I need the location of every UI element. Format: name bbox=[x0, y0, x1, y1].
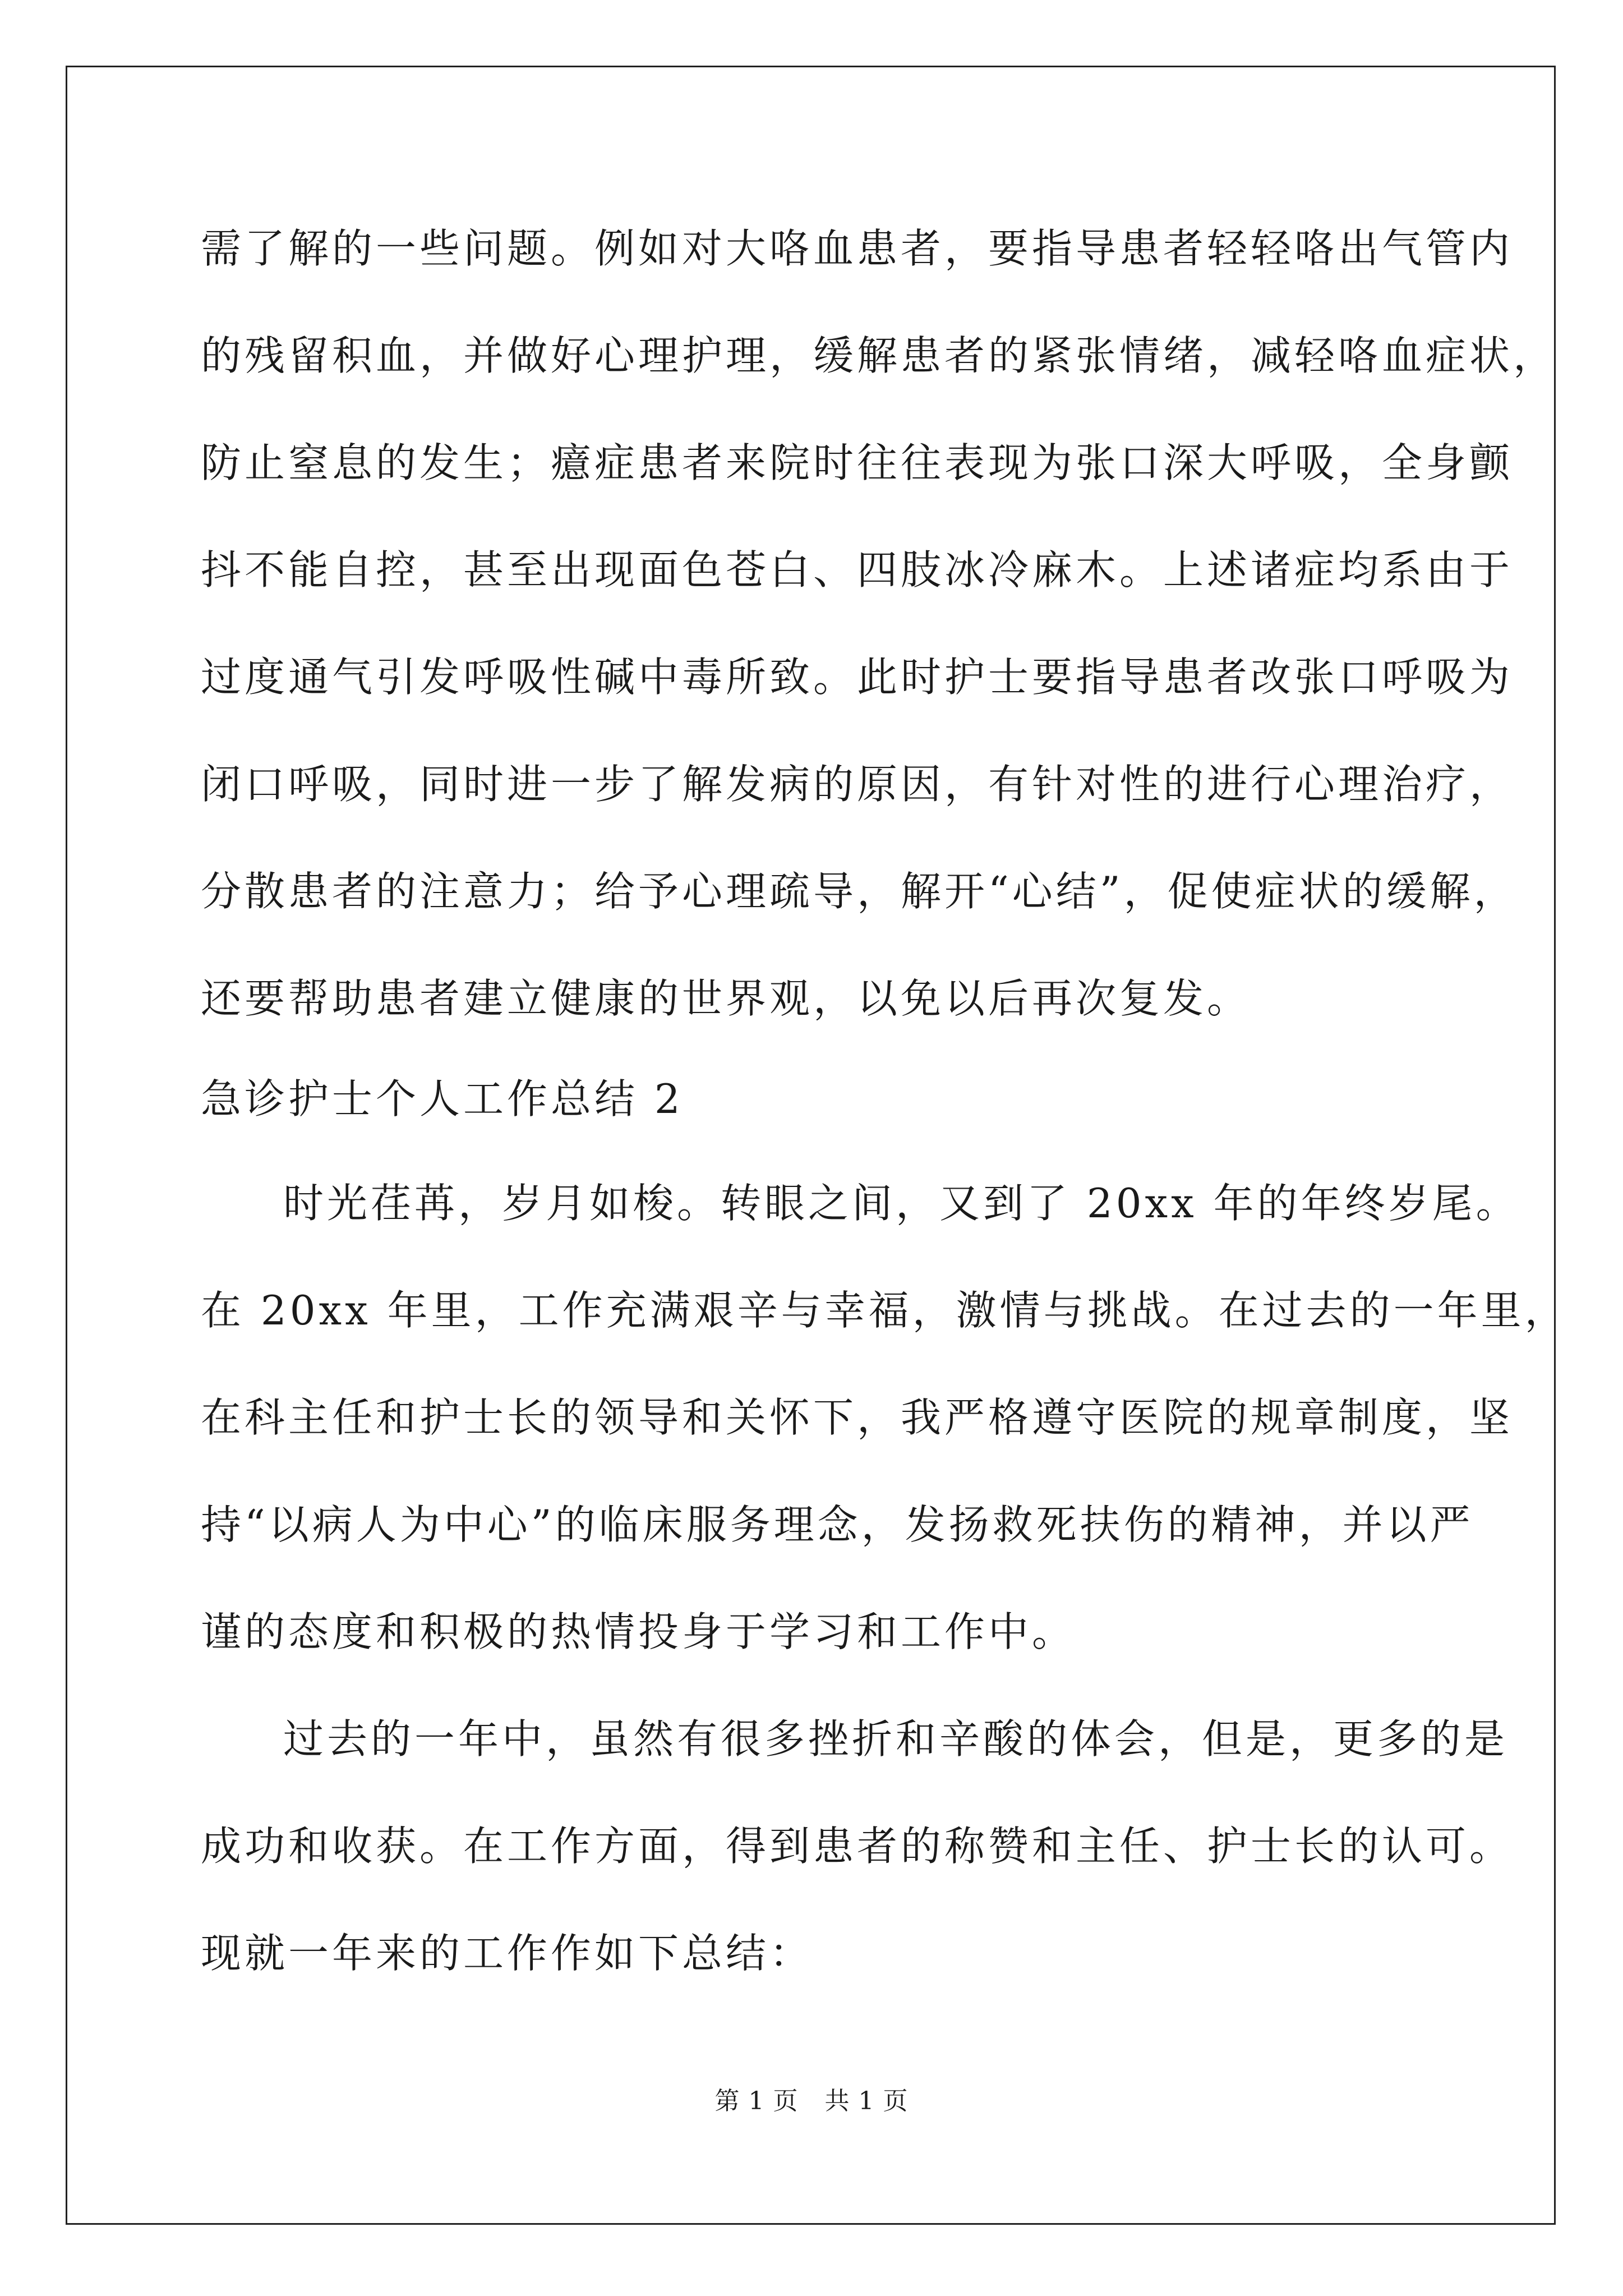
paragraph-line: 抖不能自控，甚至出现面色苍白、四肢冰冷麻木。上述诸症均系由于 bbox=[201, 546, 1514, 593]
paragraph-line: 过去的一年中，虽然有很多挫折和辛酸的体会，但是，更多的是 bbox=[283, 1715, 1509, 1763]
paragraph-line: 还要帮助患者建立健康的世界观，以免以后再次复发。 bbox=[201, 975, 1251, 1022]
page-footer bbox=[0, 2086, 1623, 2117]
page-border bbox=[66, 66, 1556, 2225]
paragraph-line: 分散患者的注意力；给予心理疏导，解开“心结”，促使症状的缓解， bbox=[201, 868, 1518, 915]
paragraph-line: 的残留积血，并做好心理护理，缓解患者的紧张情绪，减轻咯血症状， bbox=[201, 332, 1557, 379]
paragraph-line: 谨的态度和积极的热情投身于学习和工作中。 bbox=[201, 1608, 1076, 1655]
paragraph-line: 防止窒息的发生；癔症患者来院时往往表现为张口深大呼吸，全身颤 bbox=[201, 439, 1514, 486]
page-total: 共 1 页 bbox=[824, 2087, 909, 2115]
section-heading: 急诊护士个人工作总结 2 bbox=[201, 1075, 684, 1122]
paragraph-line: 成功和收获。在工作方面，得到患者的称赞和主任、护士长的认可。 bbox=[201, 1823, 1514, 1870]
paragraph-line: 在 20xx 年里，工作充满艰辛与幸福，激情与挑战。在过去的一年里， bbox=[201, 1287, 1569, 1334]
page-number: 第 1 页 bbox=[714, 2087, 799, 2115]
paragraph-line: 现就一年来的工作作如下总结： bbox=[201, 1930, 814, 1977]
paragraph-line: 需了解的一些问题。例如对大咯血患者，要指导患者轻轻咯出气管内 bbox=[201, 225, 1514, 272]
paragraph-line: 过度通气引发呼吸性碱中毒所致。此时护士要指导患者改张口呼吸为 bbox=[201, 654, 1514, 701]
paragraph-line: 时光荏苒，岁月如梭。转眼之间，又到了 20xx 年的年终岁尾。 bbox=[283, 1180, 1520, 1227]
paragraph-line: 闭口呼吸，同时进一步了解发病的原因，有针对性的进行心理治疗， bbox=[201, 761, 1514, 808]
paragraph-line: 在科主任和护士长的领导和关怀下，我严格遵守医院的规章制度，坚 bbox=[201, 1394, 1514, 1441]
paragraph-line: 持“以病人为中心”的临床服务理念，发扬救死扶伤的精神，并以严 bbox=[201, 1501, 1474, 1548]
